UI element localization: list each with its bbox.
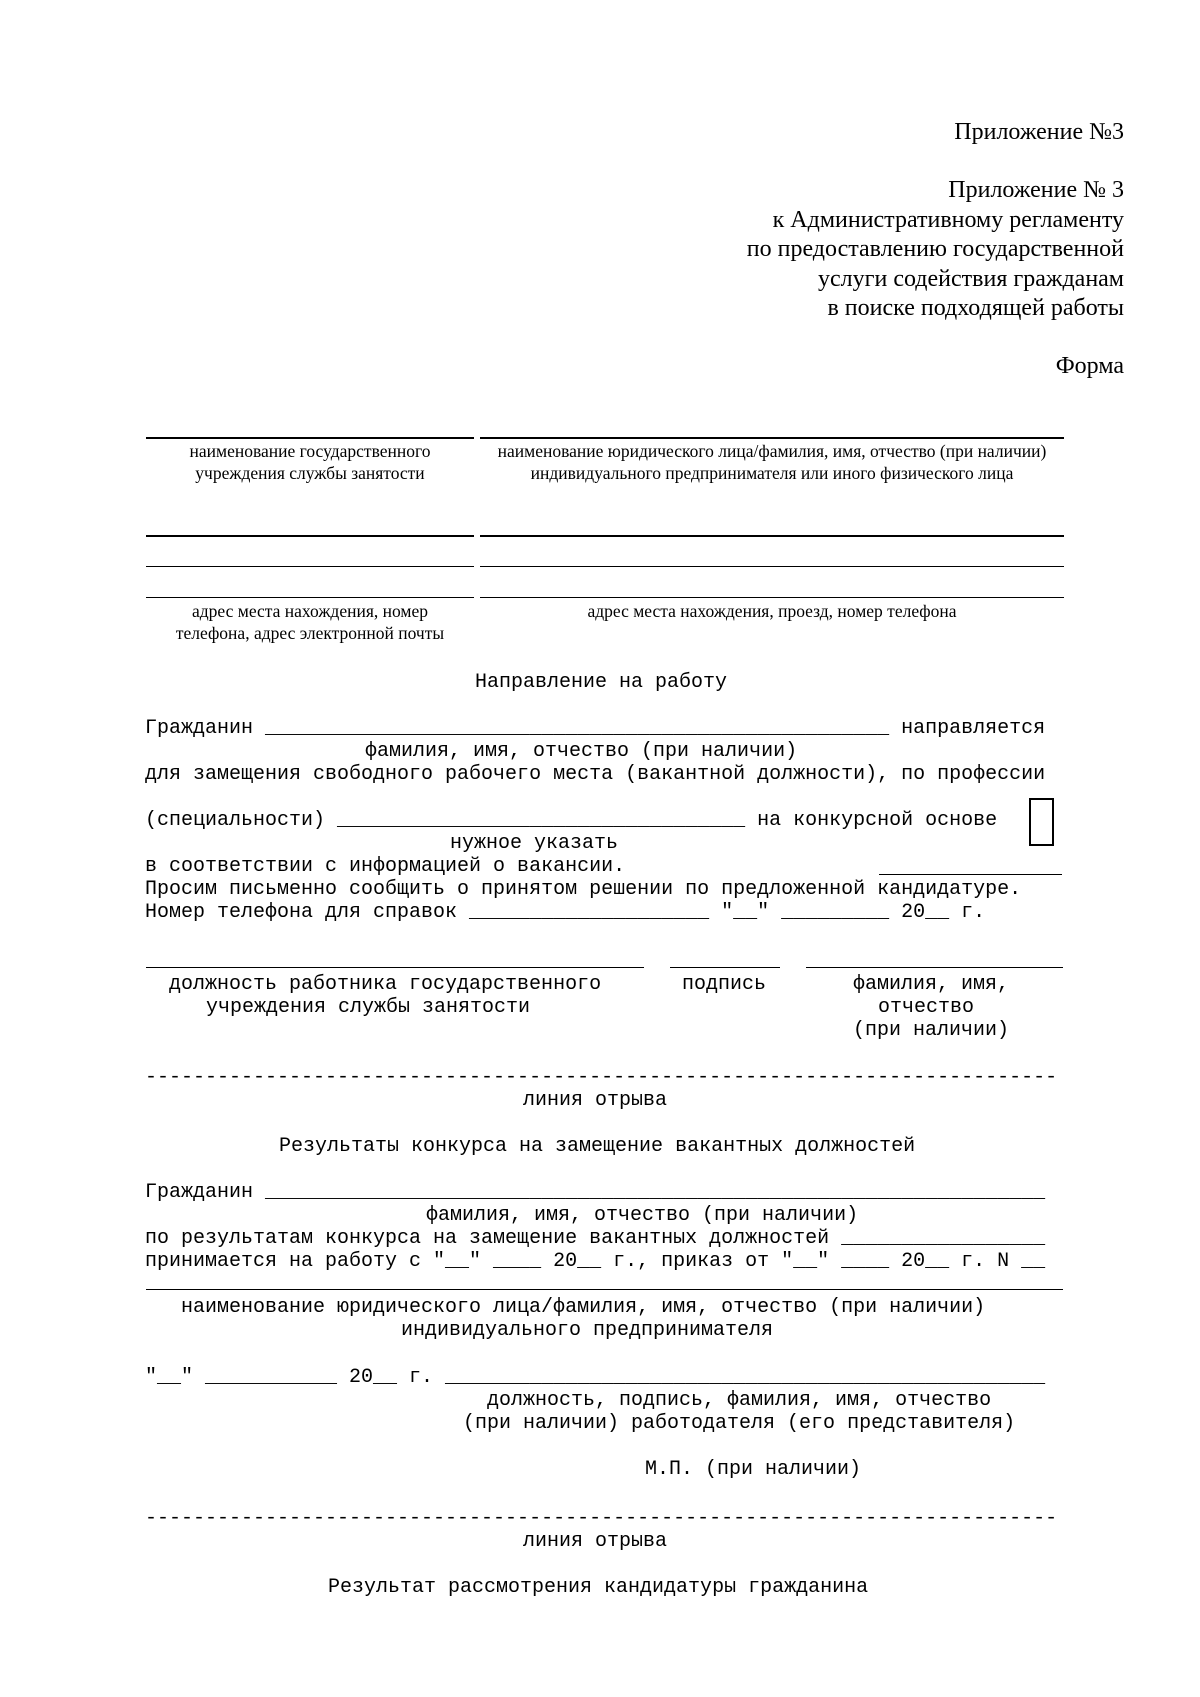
appendix-line: к Административному регламенту [772,206,1124,233]
table-line-right-4 [480,597,1064,598]
caption-specify: нужное указать [450,832,619,855]
table-line-left-3 [146,566,474,567]
results-date-line: "__" ___________ 20__ г. __________________________________________________ [145,1366,1046,1389]
table-line-right-1 [480,437,1064,439]
tear-line-label: линия отрыва [523,1530,668,1553]
table-line-right-2 [480,535,1064,537]
sig-line-signature [670,967,780,968]
caption-sign-2: (при наличии) работодателя (его представителя) [463,1412,1016,1435]
caption-employment-center: наименование государственного учреждения службы занятости [189,441,431,483]
caption-sign-1: должность, подпись, фамилия, имя, отчество [487,1389,992,1412]
tear-line-dashes: ---------------------------------------------------------------------------- [145,1066,1058,1089]
results-line-citizen: Гражданин _________________________________________________________________ [145,1181,1046,1204]
caption-signature: подпись [682,973,767,996]
caption-position-2: учреждения службы занятости [206,996,531,1019]
form-label: Форма [1055,353,1124,379]
caption-center-address: адрес места нахождения, номер телефона, адрес электронной почты [175,601,445,643]
caption-name-1: фамилия, имя, [853,973,1010,996]
appendix-line: Приложение № 3 [948,177,1124,203]
direction-line-info: в соответствии с информацией о вакансии. [145,855,626,878]
caption-name-2: отчество [878,996,975,1019]
underline-box [879,874,1062,875]
appendix-line: в поиске подходящей работы [827,295,1124,321]
appendix-block [424,176,1124,324]
caption-results-citizen-name: фамилия, имя, отчество (при наличии) [426,1204,859,1227]
caption-employer-address: адрес места нахождения, проезд, номер телефона [587,601,957,621]
results-title: Результаты конкурса на замещение вакантных должностей [279,1135,916,1158]
table-line-left-2 [146,535,474,537]
caption-position-1: должность работника государственного [169,973,602,996]
caption-employer-2: индивидуального предпринимателя [401,1319,774,1342]
tear-line-dashes: ---------------------------------------------------------------------------- [145,1507,1058,1530]
stamp-label: М.П. (при наличии) [645,1458,862,1481]
employer-line [146,1289,1063,1290]
table-line-left-4 [146,597,474,598]
caption-employer-name: наименование юридического лица/фамилия, имя, отчество (при наличии) индивидуального предпринимателя или иного физического лица [497,441,1047,483]
table-line-left-1 [146,437,474,439]
tear-line-label: линия отрыва [523,1089,668,1112]
results-line-competition: по результатам конкурса на замещение вакантных должностей _________________ [145,1227,1046,1250]
sig-line-position [146,967,644,968]
direction-line-request: Просим письменно сообщить о принятом решении по предложенной кандидатуре. [145,878,1022,901]
table-line-right-3 [480,566,1064,567]
sig-line-name [806,967,1063,968]
competitive-basis-checkbox[interactable] [1029,798,1054,846]
candidate-title: Результат рассмотрения кандидатуры гражданина [328,1576,869,1599]
direction-line-specialty: (специальности) __________________________________ на конкурсной основе [145,809,998,832]
results-line-hired: принимается на работу с "__" ____ 20__ г., приказ от "__" ____ 20__ г. N __ [145,1250,1046,1273]
direction-line-phone: Номер телефона для справок ____________________ "__" _________ 20__ г. [145,901,986,924]
appendix-short: Приложение №3 [954,119,1124,145]
caption-citizen-name: фамилия, имя, отчество (при наличии) [365,740,798,763]
appendix-line: услуги содействия гражданам [818,265,1124,292]
caption-name-3: (при наличии) [853,1019,1010,1042]
caption-employer-1: наименование юридического лица/фамилия, имя, отчество (при наличии) [181,1296,986,1319]
direction-line-vacancy: для замещения свободного рабочего места (вакантной должности), по профессии [145,763,1046,786]
direction-line-citizen: Гражданин ____________________________________________________ направляется [145,717,1046,740]
direction-title: Направление на работу [475,671,728,694]
appendix-line: по предоставлению государственной [746,236,1124,262]
